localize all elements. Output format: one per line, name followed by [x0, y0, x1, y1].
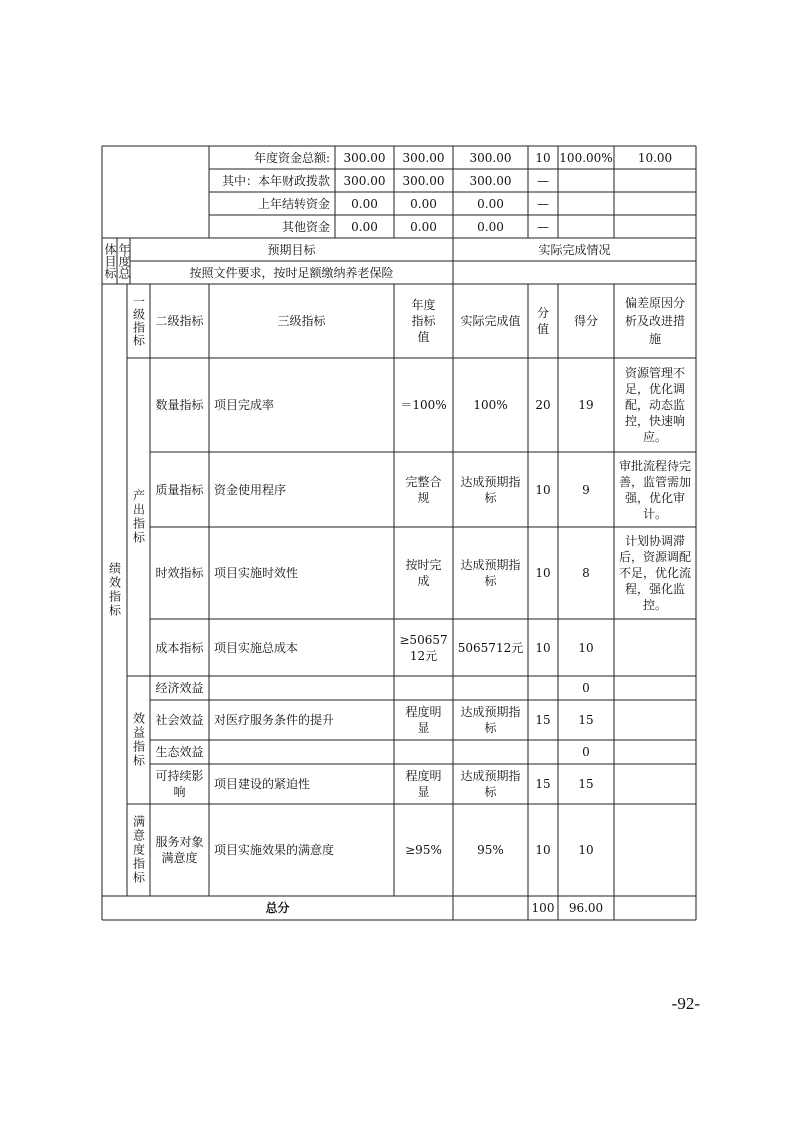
- row-level3: 项目实施总成本: [214, 640, 299, 655]
- row-score: 15: [578, 713, 594, 727]
- row-level3: [209, 740, 394, 764]
- indicators-side-label: 绩效指标: [107, 562, 122, 618]
- row-level3: 项目完成率: [214, 398, 275, 412]
- total-weight: 100: [531, 901, 555, 915]
- funds-other-executed: 0.00: [477, 219, 504, 234]
- funds-fiscal-label: 其中：本年财政拨款: [221, 173, 330, 188]
- goals-actual-header: 实际完成情况: [538, 242, 611, 257]
- row-deviation: [614, 764, 696, 804]
- goals-side-label-col2: 年度总: [117, 243, 131, 279]
- funds-other-adjusted: 0.00: [410, 219, 437, 234]
- row-annual-value: 程度明显: [405, 705, 442, 735]
- row-weight: 15: [535, 713, 551, 727]
- row-deviation: [614, 619, 696, 676]
- funds-other-budget: 0.00: [351, 219, 378, 234]
- row-weight: 10: [535, 566, 551, 580]
- row-annual-value: ＝100%: [400, 398, 447, 412]
- goals-expected-text: 按照文件要求，按时足额缴纳养老保险: [189, 265, 394, 280]
- row-level3: 资金使用程序: [214, 482, 287, 497]
- funds-fiscal-weight: —: [537, 173, 549, 188]
- row-actual-value: 达成预期指标: [460, 474, 521, 505]
- funds-carryover-budget: 0.00: [351, 196, 378, 211]
- row-level2: 生态效益: [155, 745, 204, 759]
- goals-expected-header: 预期目标: [267, 242, 316, 257]
- row-deviation: 资源管理不足，优化调配，动态监控，快速响应。: [624, 366, 685, 444]
- row-level2: 可持续影响: [155, 769, 204, 799]
- row-annual-value: 完整合规: [405, 474, 442, 505]
- total-label: 总分: [265, 901, 290, 915]
- goals-side-label-col1: 体目标: [103, 243, 117, 279]
- funds-carryover-label: 上年结转资金: [257, 196, 330, 211]
- row-weight: 20: [535, 398, 551, 412]
- row-score: 10: [578, 640, 594, 655]
- row-annual-value: ≥5065712元: [399, 632, 448, 663]
- row-score: 19: [578, 398, 594, 412]
- row-level2: 服务对象满意度: [155, 835, 204, 865]
- funds-annual-total-score: 10.00: [637, 150, 673, 165]
- row-level3: 项目建设的紧迫性: [214, 777, 311, 791]
- funds-annual-total-label: 年度资金总额:: [253, 150, 330, 165]
- row-level3: 项目实施时效性: [214, 566, 299, 580]
- funds-other-weight: —: [537, 219, 549, 234]
- row-annual-value: ≥95%: [405, 843, 442, 857]
- funds-annual-total-adjusted: 300.00: [402, 150, 445, 165]
- row-score: 8: [582, 566, 590, 580]
- row-actual-value: 达成预期指标: [460, 558, 521, 588]
- row-level2: 经济效益: [155, 681, 204, 695]
- row-score: 9: [582, 482, 590, 497]
- row-deviation: 审批流程待完善，监管需加强，优化审计。: [618, 458, 691, 521]
- header-level2: 二级指标: [155, 314, 204, 328]
- funds-fiscal-adjusted: 300.00: [402, 173, 445, 188]
- page-number: -92-: [671, 994, 700, 1013]
- funds-annual-total-weight: 10: [535, 150, 551, 165]
- row-actual-value: 达成预期指标: [460, 769, 521, 799]
- row-score: 15: [578, 777, 594, 791]
- row-actual-value: [453, 676, 528, 700]
- row-deviation: 计划协调滞后，资源调配不足，优化流程，强化监控。: [618, 534, 691, 612]
- row-level3: 项目实施效果的满意度: [214, 843, 335, 857]
- group-benefit-label: 效益指标: [131, 712, 146, 768]
- funds-carryover-adjusted: 0.00: [410, 196, 437, 211]
- row-actual-value: 95%: [477, 843, 504, 857]
- row-weight: [528, 740, 558, 764]
- goals-actual-text: [453, 261, 696, 284]
- row-level2: 数量指标: [155, 398, 204, 412]
- row-annual-value: 按时完成: [405, 558, 442, 588]
- header-annual-value: 年度指标值: [411, 298, 436, 344]
- funds-carryover-executed: 0.00: [477, 196, 504, 211]
- row-weight: [528, 676, 558, 700]
- funds-other-label: 其他资金: [281, 219, 330, 234]
- row-weight: 10: [535, 843, 551, 857]
- group-output-label: 产出指标: [131, 489, 146, 545]
- funds-annual-total-exec-rate: 100.00%: [559, 150, 613, 165]
- row-level3: [209, 676, 394, 700]
- header-weight: 分值: [536, 306, 549, 336]
- row-deviation: [614, 804, 696, 896]
- funds-fiscal-executed: 300.00: [469, 173, 512, 188]
- row-score: 0: [582, 745, 590, 759]
- row-annual-value: [394, 676, 453, 700]
- funds-fiscal-budget: 300.00: [343, 173, 386, 188]
- group-satisfaction-label: 满意度指标: [131, 815, 146, 885]
- header-score: 得分: [573, 314, 598, 328]
- row-actual-value: 5065712元: [457, 640, 524, 655]
- row-level2: 成本指标: [155, 640, 204, 655]
- header-deviation: 偏差原因分析及改进措施: [624, 296, 685, 346]
- row-level2: 时效指标: [155, 566, 204, 580]
- row-score: 10: [578, 843, 594, 857]
- row-score: 0: [582, 681, 590, 695]
- funds-carryover-weight: —: [537, 196, 549, 211]
- total-score: 96.00: [568, 901, 604, 915]
- row-level2: 质量指标: [155, 482, 204, 497]
- row-actual-value: [453, 740, 528, 764]
- row-weight: 10: [535, 482, 551, 497]
- row-actual-value: 达成预期指标: [460, 705, 521, 735]
- row-level2: 社会效益: [155, 713, 204, 727]
- funds-annual-total-executed: 300.00: [469, 150, 512, 165]
- row-deviation: [614, 676, 696, 700]
- row-level3: 对医疗服务条件的提升: [214, 713, 335, 727]
- row-weight: 10: [535, 640, 551, 655]
- row-annual-value: [394, 740, 453, 764]
- row-deviation: [614, 740, 696, 764]
- row-annual-value: 程度明显: [405, 769, 442, 799]
- row-weight: 15: [535, 777, 551, 791]
- row-deviation: [614, 700, 696, 740]
- header-actual-value: 实际完成值: [460, 314, 521, 328]
- header-level3: 三级指标: [277, 314, 326, 328]
- row-actual-value: 100%: [473, 398, 508, 412]
- funds-annual-total-budget: 300.00: [343, 150, 386, 165]
- header-level1: 一级指标: [131, 295, 146, 347]
